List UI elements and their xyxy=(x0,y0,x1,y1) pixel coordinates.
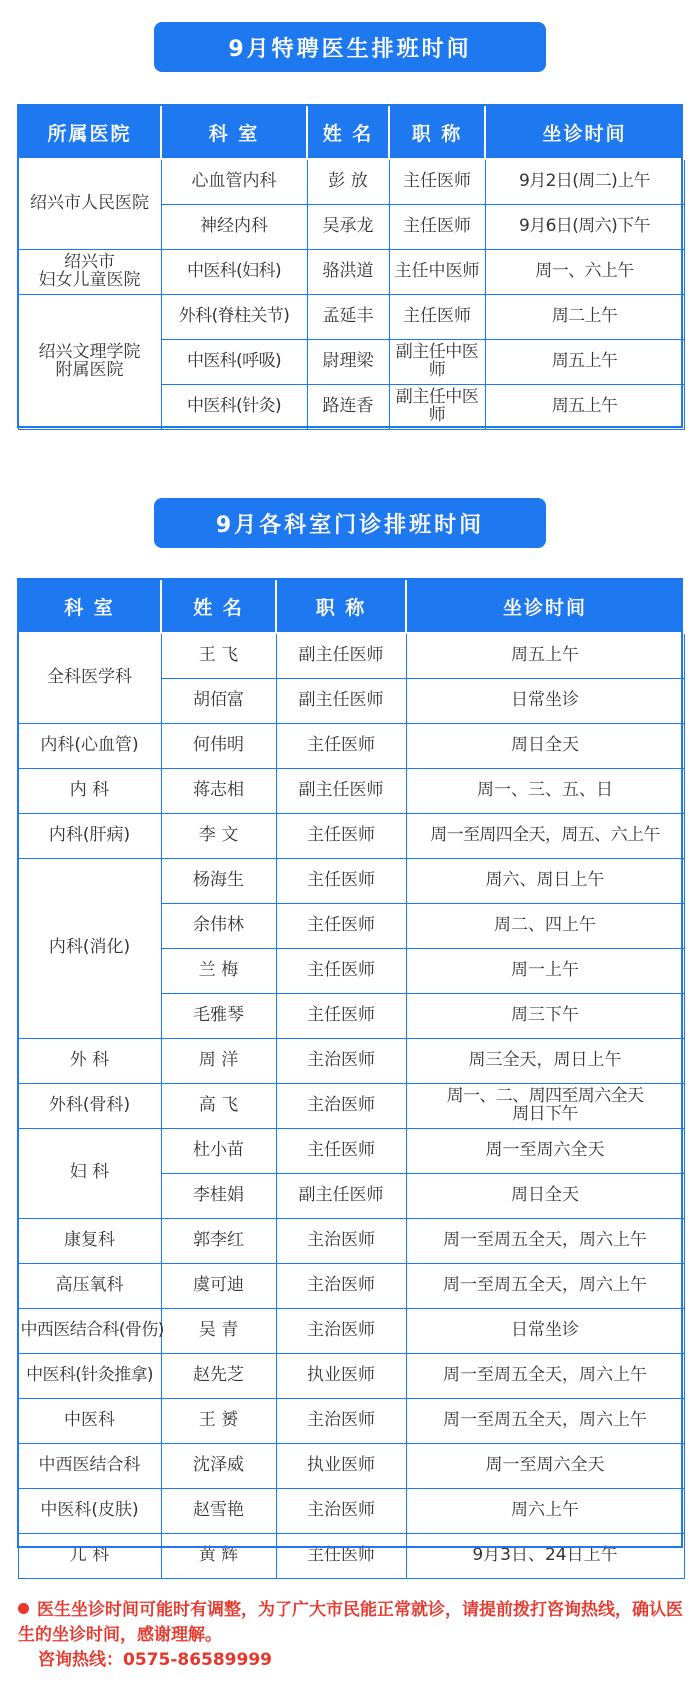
clinic-time-cell: 周一至周六全天 xyxy=(406,1128,684,1173)
notice-text: 医生坐诊时间可能时有调整，为了广大市民能正常就诊，请提前拨打咨询热线，确认医生的坐诊时间，感谢理解。 xyxy=(18,1600,683,1645)
table-row xyxy=(18,1398,684,1443)
table-row xyxy=(18,1443,684,1488)
col-header-time: 坐诊时间 xyxy=(485,105,684,159)
doctor-title-cell: 副主任医师 xyxy=(276,678,406,723)
col-header-dept: 科 室 xyxy=(161,105,307,159)
dept-cell: 中医科 xyxy=(18,1398,161,1443)
dept-cell: 中医科(针灸推拿) xyxy=(18,1353,161,1398)
doctor-name-cell: 王 飞 xyxy=(161,633,276,678)
doctor-title-cell: 主任医师 xyxy=(276,1128,406,1173)
doctor-name-cell: 骆洪道 xyxy=(307,249,389,294)
table-row xyxy=(18,294,684,339)
doctor-title-cell: 主治医师 xyxy=(276,1398,406,1443)
section1-title-banner xyxy=(154,22,546,72)
doctor-name-cell: 蒋志相 xyxy=(161,768,276,813)
dept-cell: 内 科 xyxy=(18,768,161,813)
dept-cell: 全科医学科 xyxy=(18,633,161,723)
doctor-title-cell: 副主任医师 xyxy=(276,633,406,678)
dept-cell: 高压氧科 xyxy=(18,1263,161,1308)
doctor-title-cell: 主治医师 xyxy=(276,1308,406,1353)
clinic-time-cell: 周日全天 xyxy=(406,723,684,768)
doctor-name-cell: 李桂娟 xyxy=(161,1173,276,1218)
doctor-name-cell: 杜小苗 xyxy=(161,1128,276,1173)
clinic-time-cell: 周二上午 xyxy=(485,294,684,339)
section2-title-banner xyxy=(154,498,546,548)
doctor-name-cell: 沈泽威 xyxy=(161,1443,276,1488)
clinic-time-cell: 周三全天，周日上午 xyxy=(406,1038,684,1083)
table-header-row xyxy=(18,105,684,159)
doctor-title-cell: 主治医师 xyxy=(276,1488,406,1533)
department-schedule-table xyxy=(17,578,685,1579)
doctor-title-cell: 主任医师 xyxy=(276,1533,406,1578)
table-row xyxy=(18,1128,684,1173)
doctor-title-cell: 主治医师 xyxy=(276,1083,406,1128)
dept-cell: 外科(骨科) xyxy=(18,1083,161,1128)
doctor-title-cell: 主治医师 xyxy=(276,1038,406,1083)
doctor-title-cell: 主任医师 xyxy=(276,948,406,993)
doctor-title-cell: 副主任医师 xyxy=(276,768,406,813)
table-row xyxy=(18,1083,684,1128)
hotline-text: 咨询热线：0575-86589999 xyxy=(38,1650,272,1670)
clinic-time-cell: 周一至周五全天，周六上午 xyxy=(406,1353,684,1398)
col-header-time: 坐诊时间 xyxy=(406,579,684,633)
clinic-time-cell: 9月3日、24日上午 xyxy=(406,1533,684,1578)
clinic-time-cell: 周一至周六全天 xyxy=(406,1443,684,1488)
hospital-cell: 绍兴市人民医院 xyxy=(18,159,161,249)
clinic-time-cell: 日常坐诊 xyxy=(406,678,684,723)
clinic-time-cell: 9月2日(周二)上午 xyxy=(485,159,684,204)
clinic-time-cell: 周一至周四全天，周五、六上午 xyxy=(406,813,684,858)
doctor-name-cell: 王 赟 xyxy=(161,1398,276,1443)
table-row xyxy=(18,633,684,678)
doctor-name-cell: 吴承龙 xyxy=(307,204,389,249)
dept-cell: 神经内科 xyxy=(161,204,307,249)
table-header-row xyxy=(18,579,684,633)
table-row xyxy=(18,858,684,903)
clinic-time-cell: 周五上午 xyxy=(485,384,684,429)
table-row xyxy=(18,1263,684,1308)
dept-cell: 外科(脊柱关节) xyxy=(161,294,307,339)
dept-cell: 中医科(针灸) xyxy=(161,384,307,429)
doctor-name-cell: 吴 青 xyxy=(161,1308,276,1353)
doctor-name-cell: 兰 梅 xyxy=(161,948,276,993)
clinic-time-cell: 日常坐诊 xyxy=(406,1308,684,1353)
col-header-name: 姓 名 xyxy=(161,579,276,633)
col-header-name: 姓 名 xyxy=(307,105,389,159)
clinic-time-cell: 周六、周日上午 xyxy=(406,858,684,903)
table-row xyxy=(18,768,684,813)
col-header-dept: 科 室 xyxy=(18,579,161,633)
clinic-time-cell: 周五上午 xyxy=(485,339,684,384)
doctor-title-cell: 副主任中医师 xyxy=(389,384,485,429)
clinic-time-cell: 周一至周五全天，周六上午 xyxy=(406,1398,684,1443)
table-row xyxy=(18,1488,684,1533)
col-header-title: 职 称 xyxy=(389,105,485,159)
doctor-title-cell: 主任医师 xyxy=(276,723,406,768)
doctor-name-cell: 黄 辉 xyxy=(161,1533,276,1578)
doctor-name-cell: 路连香 xyxy=(307,384,389,429)
doctor-name-cell: 毛雅琴 xyxy=(161,993,276,1038)
table-row xyxy=(18,1218,684,1263)
dept-cell: 儿 科 xyxy=(18,1533,161,1578)
clinic-time-cell: 周一上午 xyxy=(406,948,684,993)
clinic-time-cell: 9月6日(周六)下午 xyxy=(485,204,684,249)
clinic-time-cell: 周二、四上午 xyxy=(406,903,684,948)
dept-cell: 中医科(妇科) xyxy=(161,249,307,294)
doctor-name-cell: 赵先芝 xyxy=(161,1353,276,1398)
doctor-title-cell: 主任医师 xyxy=(276,813,406,858)
doctor-title-cell: 主任医师 xyxy=(276,858,406,903)
dept-cell: 外 科 xyxy=(18,1038,161,1083)
table-row xyxy=(18,813,684,858)
doctor-title-cell: 副主任医师 xyxy=(276,1173,406,1218)
special-doctor-schedule-table xyxy=(17,104,685,430)
clinic-time-cell: 周五上午 xyxy=(406,633,684,678)
doctor-name-cell: 李 文 xyxy=(161,813,276,858)
table-row xyxy=(18,1038,684,1083)
notice xyxy=(18,1598,688,1673)
clinic-time-cell: 周六上午 xyxy=(406,1488,684,1533)
doctor-title-cell: 主任医师 xyxy=(389,159,485,204)
table-row xyxy=(18,1533,684,1578)
bullet-icon xyxy=(18,1603,29,1614)
dept-cell: 妇 科 xyxy=(18,1128,161,1218)
dept-cell: 内科(心血管) xyxy=(18,723,161,768)
clinic-time-cell: 周日全天 xyxy=(406,1173,684,1218)
clinic-time-cell: 周一、三、五、日 xyxy=(406,768,684,813)
dept-cell: 中医科(呼吸) xyxy=(161,339,307,384)
doctor-title-cell: 主任医师 xyxy=(276,903,406,948)
doctor-title-cell: 主任医师 xyxy=(389,204,485,249)
doctor-title-cell: 主任医师 xyxy=(276,993,406,1038)
hospital-cell: 绍兴市 妇女儿童医院 xyxy=(18,249,161,294)
table-row xyxy=(18,249,684,294)
table-row xyxy=(18,159,684,204)
clinic-time-cell: 周三下午 xyxy=(406,993,684,1038)
doctor-title-cell: 主任医师 xyxy=(389,294,485,339)
doctor-name-cell: 高 飞 xyxy=(161,1083,276,1128)
section2-title: 9月各科室门诊排班时间 xyxy=(215,512,485,538)
dept-cell: 内科(肝病) xyxy=(18,813,161,858)
doctor-name-cell: 孟延丰 xyxy=(307,294,389,339)
dept-cell: 心血管内科 xyxy=(161,159,307,204)
doctor-name-cell: 余伟林 xyxy=(161,903,276,948)
table-row xyxy=(18,723,684,768)
hospital-cell: 绍兴文理学院 附属医院 xyxy=(18,294,161,429)
doctor-title-cell: 主任中医师 xyxy=(389,249,485,294)
doctor-name-cell: 胡佰富 xyxy=(161,678,276,723)
dept-cell: 内科(消化) xyxy=(18,858,161,1038)
clinic-time-cell: 周一、六上午 xyxy=(485,249,684,294)
doctor-title-cell: 主治医师 xyxy=(276,1218,406,1263)
doctor-title-cell: 执业医师 xyxy=(276,1443,406,1488)
section1-title: 9月特聘医生排班时间 xyxy=(228,36,472,62)
clinic-time-cell: 周一、二、周四至周六全天 周日下午 xyxy=(406,1083,684,1128)
doctor-title-cell: 主治医师 xyxy=(276,1263,406,1308)
doctor-title-cell: 执业医师 xyxy=(276,1353,406,1398)
doctor-name-cell: 杨海生 xyxy=(161,858,276,903)
doctor-name-cell: 郭李红 xyxy=(161,1218,276,1263)
dept-cell: 中西医结合科(骨伤) xyxy=(18,1308,161,1353)
doctor-name-cell: 尉理梁 xyxy=(307,339,389,384)
doctor-name-cell: 周 洋 xyxy=(161,1038,276,1083)
table-row xyxy=(18,1353,684,1398)
table-row xyxy=(18,1308,684,1353)
doctor-title-cell: 副主任中医师 xyxy=(389,339,485,384)
dept-cell: 中医科(皮肤) xyxy=(18,1488,161,1533)
col-header-hospital: 所属医院 xyxy=(18,105,161,159)
dept-cell: 康复科 xyxy=(18,1218,161,1263)
clinic-time-cell: 周一至周五全天，周六上午 xyxy=(406,1218,684,1263)
doctor-name-cell: 虞可迪 xyxy=(161,1263,276,1308)
doctor-name-cell: 赵雪艳 xyxy=(161,1488,276,1533)
doctor-name-cell: 何伟明 xyxy=(161,723,276,768)
clinic-time-cell: 周一至周五全天，周六上午 xyxy=(406,1263,684,1308)
dept-cell: 中西医结合科 xyxy=(18,1443,161,1488)
doctor-name-cell: 彭 放 xyxy=(307,159,389,204)
col-header-title: 职 称 xyxy=(276,579,406,633)
